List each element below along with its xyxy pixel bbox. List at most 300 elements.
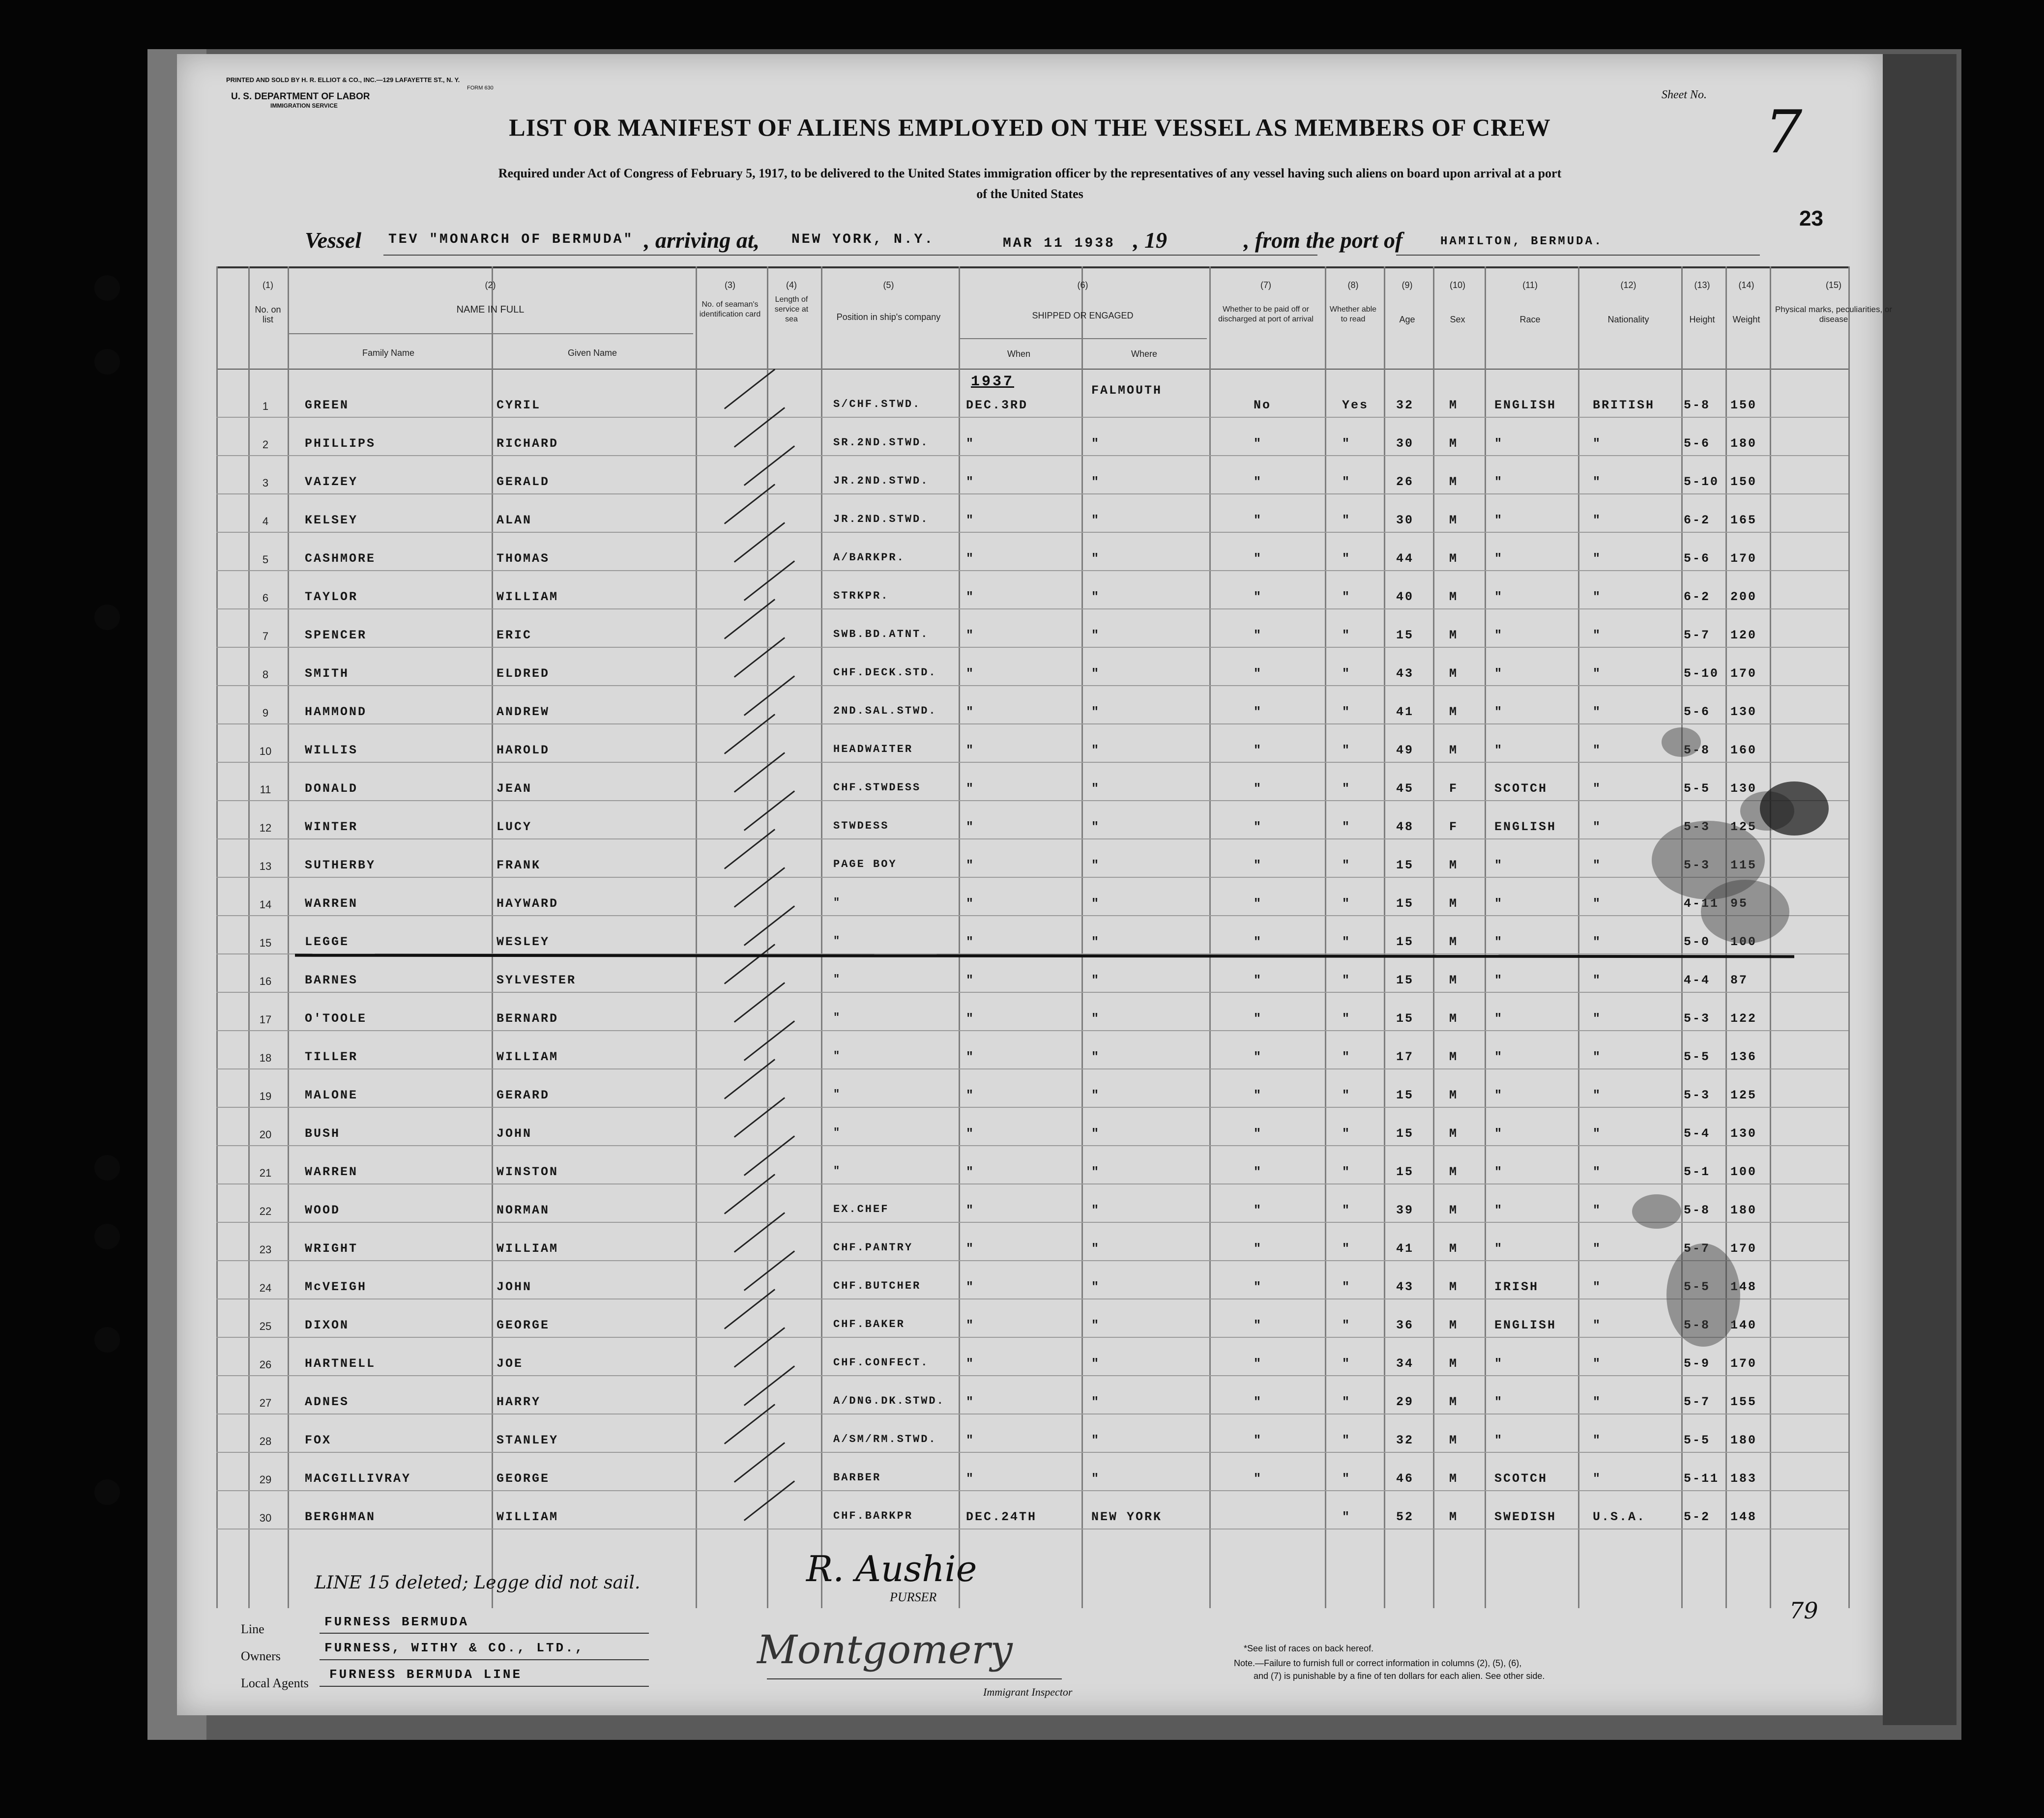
row-sex: M <box>1449 1050 1459 1064</box>
row-weight: 170 <box>1730 551 1757 566</box>
row-read: " <box>1342 1050 1351 1064</box>
table-row-rule <box>216 800 1848 801</box>
row-age: 46 <box>1396 1472 1414 1486</box>
row-where: " <box>1091 781 1101 796</box>
col-10-header: Sex <box>1450 315 1465 324</box>
row-given: GERALD <box>496 475 550 489</box>
row-height: 5-5 <box>1684 1433 1711 1447</box>
row-height: 5-3 <box>1684 1011 1711 1026</box>
family-name-header: Family Name <box>362 348 414 358</box>
row-weight: 150 <box>1730 475 1757 489</box>
binder-hole <box>94 275 120 301</box>
row-height: 6-2 <box>1684 513 1711 527</box>
row-given: JOHN <box>496 1126 532 1141</box>
row-race: " <box>1494 1011 1504 1026</box>
row-read: " <box>1342 1126 1351 1141</box>
row-given: WINSTON <box>496 1165 559 1179</box>
row-age: 44 <box>1396 551 1414 566</box>
row-number: 28 <box>259 1435 272 1447</box>
row-height: 5-6 <box>1684 551 1711 566</box>
table-row-rule <box>216 1068 1848 1069</box>
row-where: " <box>1091 896 1101 911</box>
col-12-header: Nationality <box>1607 315 1649 324</box>
row-when: DEC.24TH <box>966 1510 1037 1524</box>
row-position: EX.CHEF <box>833 1203 889 1215</box>
table-row-rule <box>216 1490 1848 1491</box>
row-when: " <box>966 705 975 719</box>
row-race: " <box>1494 1126 1504 1141</box>
row-sex: M <box>1449 935 1459 949</box>
where-header: Where <box>1131 349 1157 359</box>
check-mark <box>744 905 795 946</box>
row-read: " <box>1342 1395 1351 1409</box>
row-sex: M <box>1449 1165 1459 1179</box>
row-age: 30 <box>1396 513 1414 527</box>
row-read: " <box>1342 551 1351 566</box>
row-height: 5-7 <box>1684 1395 1711 1409</box>
row-where: " <box>1091 1088 1101 1102</box>
line-underline <box>320 1633 649 1634</box>
row-given: JOE <box>496 1356 524 1371</box>
row-read: " <box>1342 973 1351 987</box>
row-family: GREEN <box>305 398 350 412</box>
row-read: " <box>1342 628 1351 642</box>
table-row-rule <box>216 1145 1848 1146</box>
row-age: 17 <box>1396 1050 1414 1064</box>
row-paid: " <box>1254 820 1263 834</box>
row-nationality: " <box>1593 1126 1602 1141</box>
row-race: " <box>1494 666 1504 681</box>
table-column-rule <box>1209 266 1211 1608</box>
table-column-rule <box>216 266 218 1608</box>
row-nationality: " <box>1593 1011 1602 1026</box>
table-row-rule <box>216 1107 1848 1108</box>
row-paid: " <box>1254 628 1263 642</box>
row-where: " <box>1091 1318 1101 1332</box>
row-nationality: " <box>1593 1203 1602 1217</box>
row-position: " <box>833 1050 842 1062</box>
row-nationality: " <box>1593 1165 1602 1179</box>
row-height: 5-7 <box>1684 628 1711 642</box>
row-weight: 165 <box>1730 513 1757 527</box>
row-position: CHF.BUTCHER <box>833 1280 921 1292</box>
page-title: LIST OR MANIFEST OF ALIENS EMPLOYED ON THE VESSEL AS MEMBERS OF CREW <box>509 114 1551 141</box>
row-race: ENGLISH <box>1494 398 1557 412</box>
row-when: " <box>966 896 975 911</box>
row-number: 15 <box>259 937 272 949</box>
row-race: SCOTCH <box>1494 1472 1548 1486</box>
row-weight: 180 <box>1730 436 1757 451</box>
row-number: 25 <box>259 1320 272 1332</box>
col-2-number: (2) <box>485 280 496 290</box>
row-read: " <box>1342 705 1351 719</box>
row-paid: " <box>1254 743 1263 757</box>
row-height: 5-10 <box>1684 666 1720 681</box>
row-paid: " <box>1254 666 1263 681</box>
row-sex: M <box>1449 973 1459 987</box>
row-nationality: " <box>1593 666 1602 681</box>
table-row-rule <box>216 992 1848 993</box>
row-when: " <box>966 1203 975 1217</box>
row-height: 5-4 <box>1684 1126 1711 1141</box>
row-age: 15 <box>1396 973 1414 987</box>
row-when: " <box>966 743 975 757</box>
row-race: " <box>1494 1433 1504 1447</box>
page-code: 23 <box>1799 206 1823 231</box>
row-weight: 150 <box>1730 398 1757 412</box>
col-9-header: Age <box>1399 315 1415 324</box>
table-column-rule <box>1681 266 1683 1608</box>
row-read: " <box>1342 781 1351 796</box>
col-8-header: Whether able to read <box>1329 305 1377 323</box>
row-sex: M <box>1449 1472 1459 1486</box>
row-read: " <box>1342 1433 1351 1447</box>
row-age: 15 <box>1396 935 1414 949</box>
row-read: " <box>1342 935 1351 949</box>
col-7-number: (7) <box>1260 280 1271 290</box>
check-mark <box>734 407 785 447</box>
table-column-rule <box>1325 266 1326 1608</box>
owners-underline <box>320 1659 649 1660</box>
table-row-rule <box>216 723 1848 724</box>
row-given: WESLEY <box>496 935 550 949</box>
row-age: 43 <box>1396 666 1414 681</box>
row-number: 12 <box>259 822 272 834</box>
row-race: " <box>1494 1241 1504 1256</box>
row-paid: " <box>1254 1280 1263 1294</box>
row-when: " <box>966 1241 975 1256</box>
row-given: GEORGE <box>496 1318 550 1332</box>
stain-mark <box>1701 880 1789 944</box>
table-column-rule <box>821 266 822 1608</box>
stain-mark <box>1632 1194 1681 1229</box>
row-paid: " <box>1254 1203 1263 1217</box>
row-where: NEW YORK <box>1091 1510 1163 1524</box>
row-height: 4-4 <box>1684 973 1711 987</box>
row-when: " <box>966 1165 975 1179</box>
check-mark <box>734 752 785 792</box>
row-weight: 155 <box>1730 1395 1757 1409</box>
row-family: ADNES <box>305 1395 350 1409</box>
col-13-header: Height <box>1689 315 1715 324</box>
line-label: Line <box>241 1622 264 1636</box>
row-given: WILLIAM <box>496 1510 559 1524</box>
row-number: 20 <box>259 1128 272 1141</box>
row-when: " <box>966 590 975 604</box>
row-number: 7 <box>262 630 269 642</box>
row-age: 15 <box>1396 1088 1414 1102</box>
row-height: 5-6 <box>1684 705 1711 719</box>
row-number: 1 <box>262 400 269 412</box>
row-read: " <box>1342 1203 1351 1217</box>
row-height: 5-9 <box>1684 1356 1711 1371</box>
row-sex: M <box>1449 1126 1459 1141</box>
row-race: IRISH <box>1494 1280 1539 1294</box>
row-race: " <box>1494 513 1504 527</box>
row-sex: M <box>1449 858 1459 872</box>
row-age: 48 <box>1396 820 1414 834</box>
row-age: 15 <box>1396 1165 1414 1179</box>
row-nationality: " <box>1593 436 1602 451</box>
row-age: 40 <box>1396 590 1414 604</box>
table-column-rule <box>1485 266 1486 1608</box>
row-nationality: " <box>1593 513 1602 527</box>
row-position: A/BARKPR. <box>833 551 905 564</box>
row-race: " <box>1494 705 1504 719</box>
row-nationality: " <box>1593 743 1602 757</box>
row-paid: " <box>1254 935 1263 949</box>
row-when: " <box>966 1472 975 1486</box>
row-where: " <box>1091 513 1101 527</box>
deletion-note: LINE 15 deleted; Legge did not sail. <box>315 1573 641 1593</box>
row-when: " <box>966 935 975 949</box>
col-1-number: (1) <box>263 280 273 290</box>
row-number: 29 <box>259 1473 272 1486</box>
table-row-rule <box>216 417 1848 418</box>
binder-hole <box>94 1479 120 1505</box>
row-family: SUTHERBY <box>305 858 376 872</box>
row-height: 4-11 <box>1684 896 1720 911</box>
row-paid: " <box>1254 1472 1263 1486</box>
row-sex: M <box>1449 1241 1459 1256</box>
check-mark <box>734 982 785 1022</box>
check-mark <box>734 1212 785 1252</box>
row-race: " <box>1494 1395 1504 1409</box>
row-number: 18 <box>259 1052 272 1064</box>
year-label: , 19 <box>1133 228 1167 253</box>
row-age: 29 <box>1396 1395 1414 1409</box>
row-height: 5-0 <box>1684 935 1711 949</box>
check-mark <box>744 560 795 601</box>
row-sex: M <box>1449 1318 1459 1332</box>
row-sex: M <box>1449 896 1459 911</box>
row-number: 22 <box>259 1205 272 1217</box>
race-note: *See list of races on back hereof. <box>1244 1644 1374 1653</box>
sheet-number: 7 <box>1765 98 1803 167</box>
row-age: 49 <box>1396 743 1414 757</box>
row-given: HAROLD <box>496 743 550 757</box>
row-weight: 180 <box>1730 1203 1757 1217</box>
row-paid: " <box>1254 513 1263 527</box>
row-sex: M <box>1449 1280 1459 1294</box>
inspector-underline <box>767 1678 1062 1679</box>
row-paid: " <box>1254 896 1263 911</box>
row-position: JR.2ND.STWD. <box>833 513 929 525</box>
row-position: CHF.BARKPR <box>833 1510 913 1522</box>
row-weight: 200 <box>1730 590 1757 604</box>
row-sex: F <box>1449 781 1459 796</box>
row-weight: 148 <box>1730 1510 1757 1524</box>
row-when: " <box>966 475 975 489</box>
check-mark <box>744 675 795 716</box>
row-race: " <box>1494 590 1504 604</box>
row-where: " <box>1091 935 1101 949</box>
row-read: " <box>1342 1165 1351 1179</box>
row-family: VAIZEY <box>305 475 358 489</box>
row-age: 15 <box>1396 628 1414 642</box>
row-where: " <box>1091 1472 1101 1486</box>
row-given: HAYWARD <box>496 896 559 911</box>
row-weight: 115 <box>1730 858 1757 872</box>
right-binder-band <box>1883 54 1956 1725</box>
table-row-rule <box>216 1030 1848 1031</box>
row-position: CHF.CONFECT. <box>833 1356 929 1369</box>
row-sex: M <box>1449 1203 1459 1217</box>
row-read: " <box>1342 1318 1351 1332</box>
table-row-rule <box>216 877 1848 878</box>
row-sex: M <box>1449 475 1459 489</box>
row-family: SPENCER <box>305 628 367 642</box>
row-given: WILLIAM <box>496 1050 559 1064</box>
purser-label: PURSER <box>890 1590 937 1604</box>
table-row-rule <box>216 1222 1848 1223</box>
row-position: PAGE BOY <box>833 858 897 870</box>
row-number: 16 <box>259 975 272 987</box>
row-race: " <box>1494 935 1504 949</box>
row-given: ALAN <box>496 513 532 527</box>
row-number: 4 <box>262 515 269 527</box>
row-number: 10 <box>259 745 272 757</box>
row-where: " <box>1091 705 1101 719</box>
table-column-rule <box>959 266 960 1608</box>
row-number: 23 <box>259 1243 272 1256</box>
row-paid: " <box>1254 1433 1263 1447</box>
row-family: PHILLIPS <box>305 436 376 451</box>
row-paid: " <box>1254 436 1263 451</box>
row-sex: M <box>1449 551 1459 566</box>
department-name: U. S. DEPARTMENT OF LABOR <box>231 91 370 102</box>
row-nationality: " <box>1593 973 1602 987</box>
table-row-rule <box>216 685 1848 686</box>
row-weight: 100 <box>1730 935 1757 949</box>
row-family: SMITH <box>305 666 350 681</box>
table-row-rule <box>216 915 1848 916</box>
row-height: 5-5 <box>1684 1280 1711 1294</box>
row-when: " <box>966 781 975 796</box>
row-sex: M <box>1449 1088 1459 1102</box>
row-number: 8 <box>262 668 269 681</box>
row-position: " <box>833 896 842 909</box>
row-weight: 180 <box>1730 1433 1757 1447</box>
col-4-header: Length of service at sea <box>774 295 809 323</box>
check-mark <box>734 1097 785 1137</box>
row-where: " <box>1091 666 1101 681</box>
row-read: " <box>1342 1280 1351 1294</box>
row-given: RICHARD <box>496 436 559 451</box>
row-height: 5-3 <box>1684 858 1711 872</box>
col-15-number: (15) <box>1825 280 1841 290</box>
row-sex: M <box>1449 513 1459 527</box>
row-nationality: " <box>1593 820 1602 834</box>
binder-hole <box>94 1224 120 1249</box>
check-mark <box>744 445 795 486</box>
row-race: " <box>1494 973 1504 987</box>
row-position: CHF.DECK.STD. <box>833 666 937 679</box>
row-read: " <box>1342 858 1351 872</box>
row-weight: 122 <box>1730 1011 1757 1026</box>
inspector-signature: Montgomery <box>757 1627 1013 1673</box>
row-race: " <box>1494 1165 1504 1179</box>
row-family: BUSH <box>305 1126 341 1141</box>
inspector-label: Immigrant Inspector <box>983 1686 1073 1698</box>
row-paid: " <box>1254 1241 1263 1256</box>
table-top-border <box>216 266 1848 268</box>
row-race: SWEDISH <box>1494 1510 1557 1524</box>
row-paid: " <box>1254 781 1263 796</box>
row-height: 5-5 <box>1684 781 1711 796</box>
row-position: CHF.BAKER <box>833 1318 905 1330</box>
row-when: " <box>966 1356 975 1371</box>
row-paid: " <box>1254 1011 1263 1026</box>
row-nationality: " <box>1593 1356 1602 1371</box>
table-row-rule <box>216 762 1848 763</box>
row-family: WINTER <box>305 820 358 834</box>
line-value: FURNESS BERMUDA <box>324 1615 469 1629</box>
row-when: " <box>966 1433 975 1447</box>
row-given: NORMAN <box>496 1203 550 1217</box>
stain-mark <box>1760 781 1829 836</box>
row-when: " <box>966 1088 975 1102</box>
penalty-note-line-1: Note.—Failure to furnish full or correct information in columns (2), (5), (6), <box>1234 1658 1522 1668</box>
row-nationality: " <box>1593 1241 1602 1256</box>
row-number: 21 <box>259 1167 272 1179</box>
check-mark <box>734 1327 785 1367</box>
row-number: 19 <box>259 1090 272 1102</box>
row-number: 11 <box>260 783 271 796</box>
row-weight: 130 <box>1730 1126 1757 1141</box>
departure-port: HAMILTON, BERMUDA. <box>1440 235 1604 248</box>
row-number: 14 <box>259 898 272 911</box>
row-race: " <box>1494 1050 1504 1064</box>
row-age: 41 <box>1396 1241 1414 1256</box>
row-weight: 125 <box>1730 1088 1757 1102</box>
row-given: THOMAS <box>496 551 550 566</box>
row-height: 5-8 <box>1684 743 1711 757</box>
row-when: " <box>966 513 975 527</box>
arriving-label: , arriving at, <box>644 228 760 253</box>
row-position: HEADWAITER <box>833 743 913 755</box>
row-number: 27 <box>259 1397 272 1409</box>
row-given: STANLEY <box>496 1433 559 1447</box>
row-given: GERARD <box>496 1088 550 1102</box>
check-mark <box>744 790 795 831</box>
row-position: SR.2ND.STWD. <box>833 436 929 449</box>
row-read: " <box>1342 1011 1351 1026</box>
row-sex: M <box>1449 666 1459 681</box>
col-7-header: Whether to be paid off or discharged at port of arrival <box>1218 305 1314 323</box>
row-number: 13 <box>259 860 272 872</box>
row-where: " <box>1091 1165 1101 1179</box>
row-paid: " <box>1254 1318 1263 1332</box>
row-number: 26 <box>259 1358 272 1371</box>
row-family: CASHMORE <box>305 551 376 566</box>
row-nationality: " <box>1593 781 1602 796</box>
row-height: 5-3 <box>1684 1088 1711 1102</box>
row-race: " <box>1494 743 1504 757</box>
row-family: KELSEY <box>305 513 358 527</box>
header-bottom-border <box>216 369 1848 370</box>
table-row-rule <box>216 1452 1848 1453</box>
row-given: CYRIL <box>496 398 541 412</box>
row-family: HAMMOND <box>305 705 367 719</box>
check-mark <box>744 1480 795 1521</box>
row-family: WARREN <box>305 896 358 911</box>
table-row-rule <box>216 455 1848 456</box>
row-number: 17 <box>259 1013 272 1026</box>
row-family: BERGHMAN <box>305 1510 376 1524</box>
row-paid: " <box>1254 1050 1263 1064</box>
row-where: " <box>1091 1011 1101 1026</box>
